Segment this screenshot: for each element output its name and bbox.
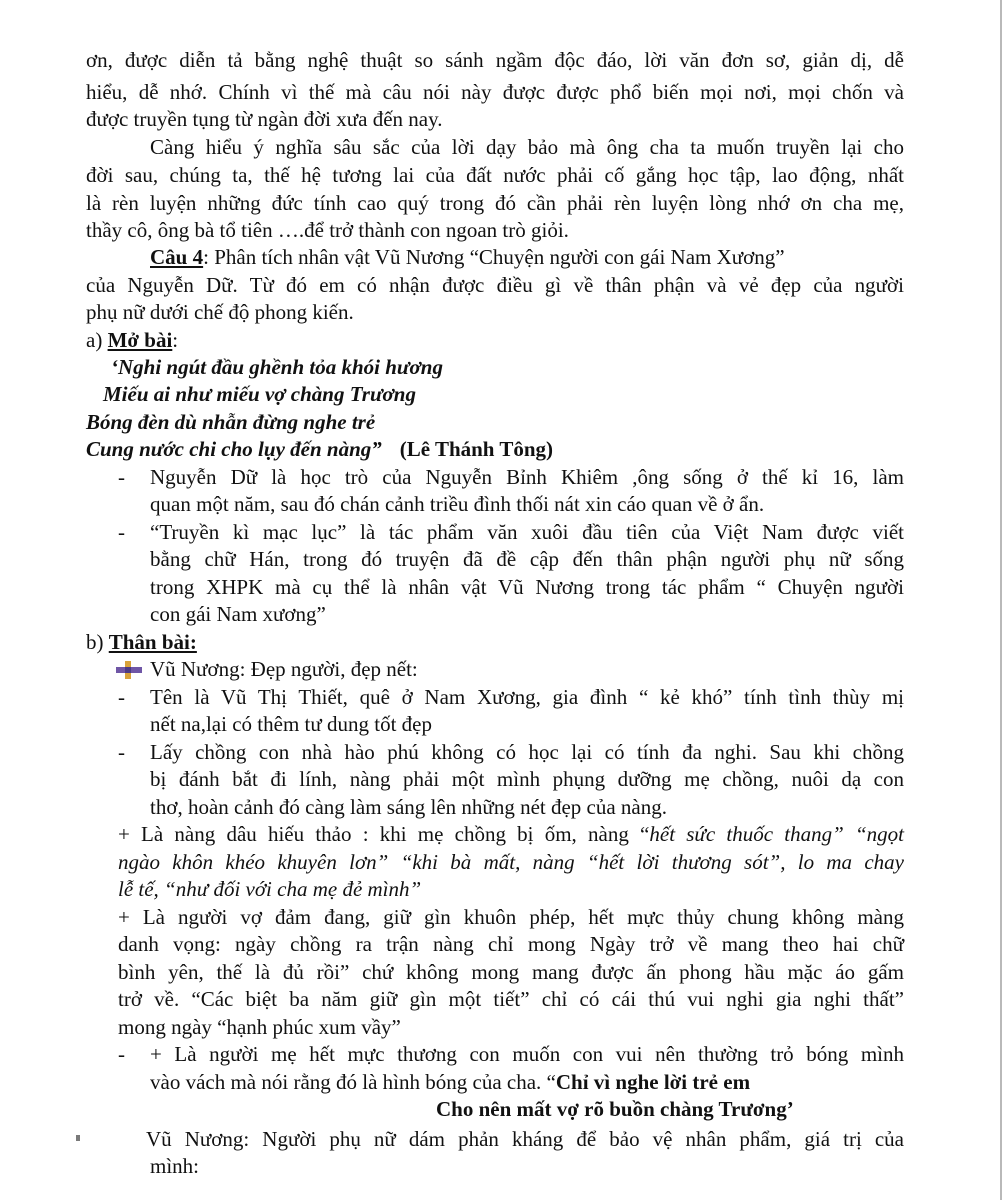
text-line: mong ngày “hạnh phúc xum vầy”: [118, 1015, 401, 1039]
text-line: [118, 821, 904, 848]
section-prefix: b): [86, 630, 109, 654]
small-mark-icon: [76, 1135, 80, 1141]
text-line: đời sau, chúng ta, thế hệ tương lai của đất nước phải cố gắng học tập, lao động, nhất: [86, 163, 904, 187]
text-line: bị đánh bắt đi lính, nàng phải một mình phụng dưỡng mẹ chồng, nuôi dạ con: [150, 767, 904, 791]
text-line: + Là người vợ đảm đang, giữ gìn khuôn phép, hết mực thủy chung không màng: [118, 905, 904, 929]
text-line: là rèn luyện những đức tính cao quý trong đó cần phải rèn luyện lòng nhớ ơn cha mẹ,: [86, 191, 904, 215]
text-line: trong XHPK mà cụ thể là nhân vật Vũ Nương trong tác phẩm “ Chuyện người: [150, 575, 904, 599]
text-line: mình:: [150, 1154, 200, 1178]
poem-line: [86, 436, 553, 463]
text-line: quan một năm, sau đó chán cảnh triều đình thối nát xin cáo quan về ở ẩn.: [150, 492, 765, 516]
text-line: con gái Nam xương”: [150, 602, 326, 626]
question-heading: [150, 244, 785, 271]
text-line: thầy cô, ông bà tổ tiên ….để trở thành con ngoan trò giỏi.: [86, 218, 569, 242]
text-line: Vũ Nương: Đẹp người, đẹp nết:: [150, 657, 418, 681]
text-line: phụ nữ dưới chế độ phong kiến.: [86, 300, 354, 324]
text-line: trở về. “Các biệt ba năm giữ gìn một tiết” chỉ có cái thú vui nghi gia nghi thất”: [118, 987, 904, 1011]
question-label: Câu 4: [150, 245, 204, 269]
text-line: thơ, hoàn cảnh đó càng làm sáng lên những nét đẹp của nàng.: [150, 795, 668, 819]
text-line: ngào khôn khéo khuyên lơn” “khi bà mất, nàng “hết lời thương sót”, lo ma chay: [118, 850, 904, 874]
text-line: “Truyền kì mạc lục” là tác phẩm văn xuôi đầu tiên của Việt Nam được viết: [150, 520, 904, 544]
bullet-dash: -: [118, 465, 125, 489]
section-colon: :: [172, 328, 179, 352]
section-heading-b: [86, 629, 197, 656]
text-line: ơn, được diễn tả bằng nghệ thuật so sánh ngầm độc đáo, lời văn đơn sơ, giản dị, dễ: [86, 48, 904, 72]
poem-line: Bóng đèn dù nhẫn đừng nghe trẻ: [86, 410, 376, 434]
text-line: của Nguyễn Dữ. Từ đó em có nhận được điều gì về thân phận và vẻ đẹp của người: [86, 273, 904, 297]
text-plain: + Là nàng dâu hiếu thảo : khi mẹ chồng bị ốm, nàng “: [118, 822, 650, 846]
section-prefix: a): [86, 328, 108, 352]
section-title: Thân bài:: [108, 630, 197, 654]
text-line: Tên là Vũ Thị Thiết, quê ở Nam Xương, gia đình “ kẻ khó” tính tình thùy mị: [150, 685, 904, 709]
section-title: Mở bài: [107, 328, 173, 352]
text-line: Vũ Nương: Người phụ nữ dám phản kháng để bảo vệ nhân phẩm, giá trị của: [146, 1127, 904, 1151]
plus-cross-icon: [116, 661, 142, 679]
text-line: Lấy chồng con nhà hào phú không có học lại có tính đa nghi. Sau khi chồng: [150, 740, 904, 764]
bullet-dash: -: [118, 1042, 125, 1066]
text-line: Càng hiểu ý nghĩa sâu sắc của lời dạy bảo mà ông cha ta muốn truyền lại cho: [150, 135, 904, 159]
poem-line: ‘Nghi ngút đầu ghềnh tỏa khói hương: [111, 355, 443, 379]
poem-line: Miếu ai như miếu vợ chàng Trương: [103, 382, 416, 406]
text-line: bình yên, thế là đủ rồi” chứ không mong mang được ấn phong hầu mặc áo gấm: [118, 960, 904, 984]
bullet-dash: -: [118, 740, 125, 764]
text-line: bằng chữ Hán, trong đó truyện đã đề cập đến thân phận người phụ nữ sống: [150, 547, 904, 571]
section-heading-a: [86, 327, 178, 354]
text-line: danh vọng: ngày chồng ra trận nàng chỉ mong Ngày trở về mang theo hai chữ: [118, 932, 904, 956]
poem-line: Cho nên mất vợ rõ buồn chàng Trương’: [436, 1097, 794, 1121]
bullet-dash: -: [118, 520, 125, 544]
text-italic: hết sức thuốc thang” “ngọt: [649, 822, 904, 846]
text-line: nết na,lại có thêm tư dung tốt đẹp: [150, 712, 432, 736]
text-line: được truyền tụng từ ngàn đời xưa đến nay.: [86, 107, 443, 131]
poem-author: (Lê Thánh Tông): [399, 437, 554, 461]
question-text: : Phân tích nhân vật Vũ Nương “Chuyện người con gái Nam Xương”: [203, 245, 785, 269]
text-line: lễ tế, “như đối với cha mẹ đẻ mình”: [118, 877, 422, 901]
text-line: Nguyễn Dữ là học trò của Nguyễn Bỉnh Khiêm ,ông sống ở thế kỉ 16, làm: [150, 465, 904, 489]
poem-text: Cung nước chi cho lụy đến nàng”: [86, 437, 382, 461]
text-bold: Chỉ vì nghe lời trẻ em: [555, 1070, 751, 1094]
text-line: + Là người mẹ hết mực thương con muốn con vui nên thường trỏ bóng mình: [150, 1042, 904, 1066]
text-line: [150, 1069, 750, 1096]
text-plain: vào vách mà nói rằng đó là hình bóng của cha. “: [150, 1070, 556, 1094]
bullet-dash: -: [118, 685, 125, 709]
text-line: hiểu, dễ nhớ. Chính vì thế mà câu nói này được được phổ biến mọi nơi, mọi chốn và: [86, 80, 904, 104]
